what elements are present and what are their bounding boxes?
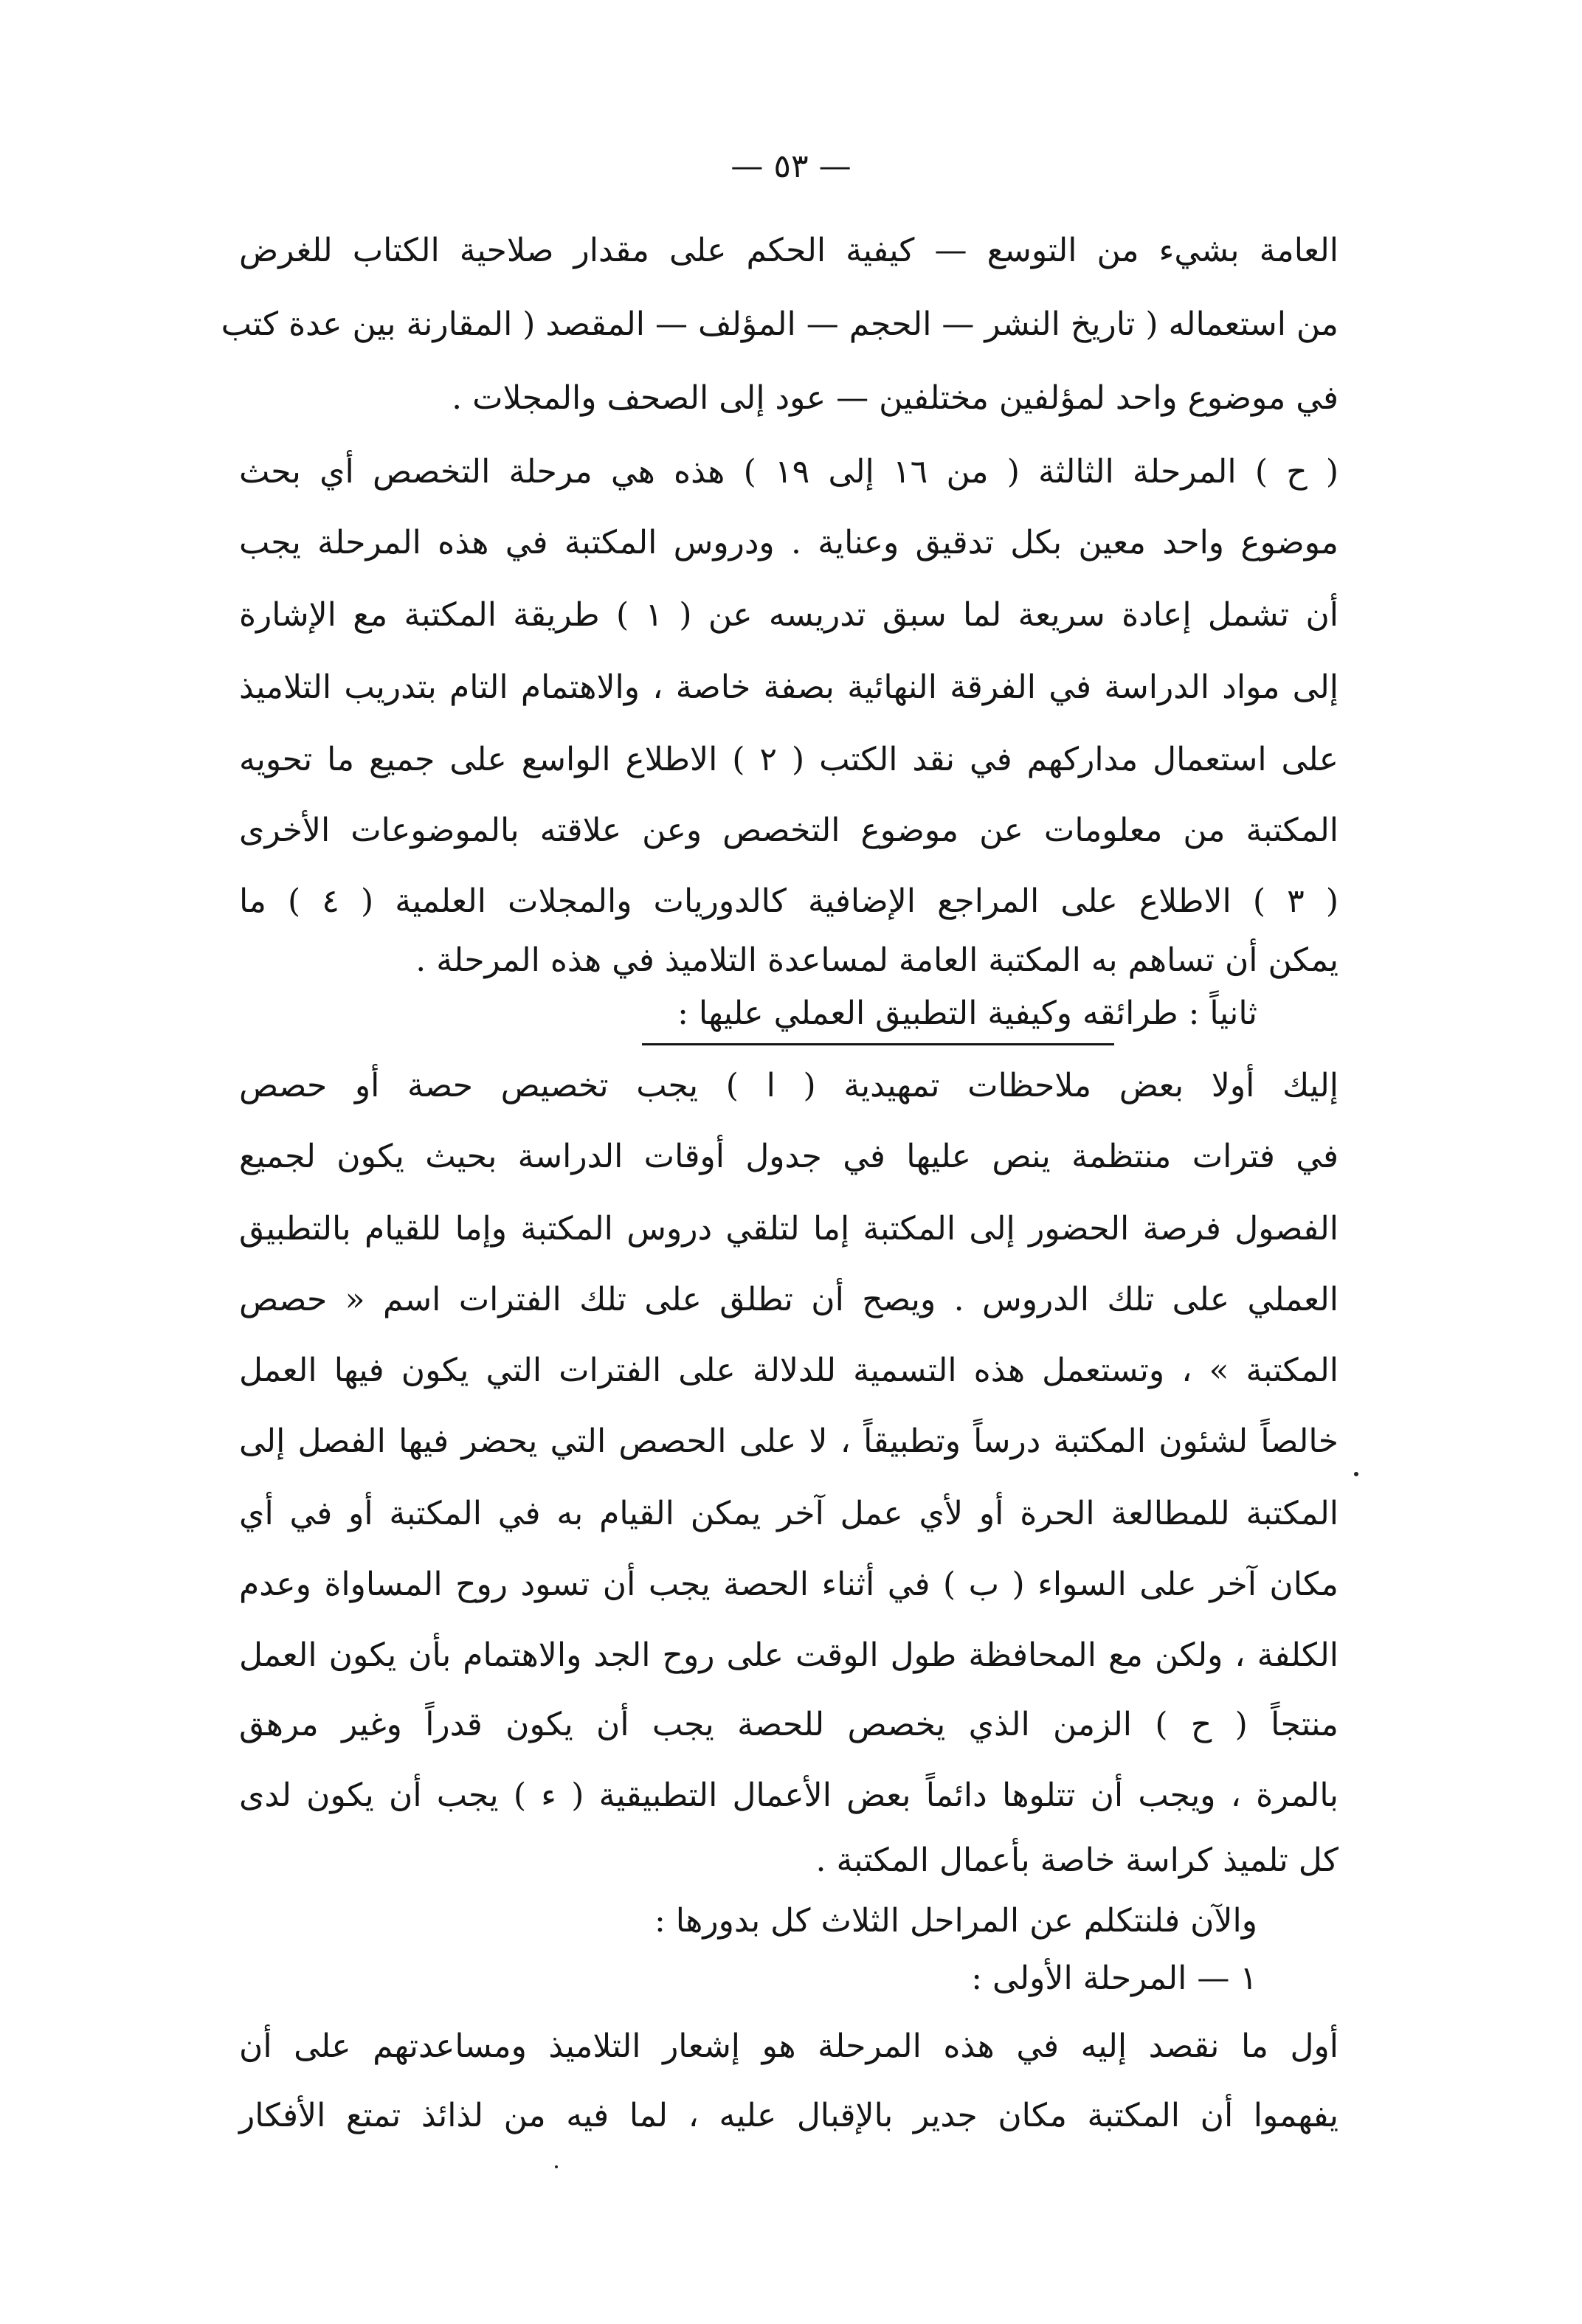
text-line: في فترات منتظمة ينص عليها في جدول أوقات الدراسة بحيث يكون لجميع bbox=[239, 1138, 1339, 1175]
heading-underline bbox=[642, 1043, 1114, 1045]
text-line: من استعماله ( تاريخ النشر — الحجم — المؤلف — المقصد ( المقارنة بين عدة كتب bbox=[221, 305, 1339, 343]
text-line: ( ٣ ) الاطلاع على المراجع الإضافية كالدوريات والمجلات العلمية ( ٤ ) ما bbox=[239, 882, 1339, 920]
text-line: أول ما نقصد إليه في هذه المرحلة هو إشعار التلاميذ ومساعدتهم على أن bbox=[239, 2027, 1339, 2065]
text-line: المكتبة من معلومات عن موضوع التخصص وعن علاقته بالموضوعات الأخرى bbox=[239, 812, 1339, 849]
text-line: موضوع واحد معين بكل تدقيق وعناية . ودروس المكتبة في هذه المرحلة يجب bbox=[239, 524, 1339, 561]
ink-speck bbox=[555, 2165, 558, 2168]
text-line: منتجاً ( ح ) الزمن الذي يخصص للحصة يجب أن يكون قدراً وغير مرهق bbox=[239, 1706, 1339, 1743]
text-line: العملي على تلك الدروس . ويصح أن تطلق على تلك الفترات اسم « حصص bbox=[239, 1281, 1339, 1318]
text-line: على استعمال مداركهم في نقد الكتب ( ٢ ) الاطلاع الواسع على جميع ما تحويه bbox=[239, 741, 1339, 778]
text-line: أن تشمل إعادة سريعة لما سبق تدريسه عن ( ١ ) طريقة المكتبة مع الإشارة bbox=[239, 596, 1339, 634]
text-line: ( ح ) المرحلة الثالثة ( من ١٦ إلى ١٩ ) هذه هي مرحلة التخصص أي بحث bbox=[239, 453, 1339, 491]
text-line: المكتبة للمطالعة الحرة أو لأي عمل آخر يمكن القيام به في المكتبة أو في أي bbox=[239, 1495, 1339, 1532]
text-line: والآن فلنتكلم عن المراحل الثلاث كل بدورها : bbox=[654, 1902, 1257, 1940]
page-number: — ٥٣ — bbox=[730, 148, 852, 185]
text-line: بالمرة ، ويجب أن تتلوها دائماً بعض الأعمال التطبيقية ( ء ) يجب أن يكون لدى bbox=[239, 1777, 1339, 1814]
subsection-heading: ١ — المرحلة الأولى : bbox=[971, 1960, 1257, 1997]
section-heading: ثانياً : طرائقه وكيفية التطبيق العملي عليها : bbox=[677, 995, 1257, 1032]
text-line: الفصول فرصة الحضور إلى المكتبة إما لتلقي دروس المكتبة وإما للقيام بالتطبيق bbox=[239, 1210, 1339, 1248]
text-line: الكلفة ، ولكن مع المحافظة طول الوقت على روح الجد والاهتمام بأن يكون العمل bbox=[239, 1636, 1339, 1674]
text-line: يمكن أن تساهم به المكتبة العامة لمساعدة التلاميذ في هذه المرحلة . bbox=[415, 941, 1339, 979]
text-line: خالصاً لشئون المكتبة درساً وتطبيقاً ، لا على الحصص التي يحضر فيها الفصل إلى bbox=[239, 1422, 1339, 1460]
text-line: يفهموا أن المكتبة مكان جدير بالإقبال عليه ، لما فيه من لذائذ تمتع الأفكار bbox=[239, 2097, 1339, 2134]
text-line: كل تلميذ كراسة خاصة بأعمال المكتبة . bbox=[815, 1841, 1339, 1879]
text-line: في موضوع واحد لمؤلفين مختلفين — عود إلى الصحف والمجلات . bbox=[452, 379, 1339, 417]
text-line: مكان آخر على السواء ( ب ) في أثناء الحصة يجب أن تسود روح المساواة وعدم bbox=[239, 1566, 1339, 1603]
text-line: المكتبة » ، وتستعمل هذه التسمية للدلالة على الفترات التي يكون فيها العمل bbox=[239, 1352, 1339, 1389]
ink-speck bbox=[1354, 1472, 1358, 1476]
text-line: العامة بشيء من التوسع — كيفية الحكم على مقدار صلاحية الكتاب للغرض bbox=[239, 232, 1339, 269]
text-line: إلى مواد الدراسة في الفرقة النهائية بصفة خاصة ، والاهتمام التام بتدريب التلاميذ bbox=[239, 668, 1339, 706]
text-line: إليك أولا بعض ملاحظات تمهيدية ( ا ) يجب تخصيص حصة أو حصص bbox=[239, 1067, 1339, 1104]
